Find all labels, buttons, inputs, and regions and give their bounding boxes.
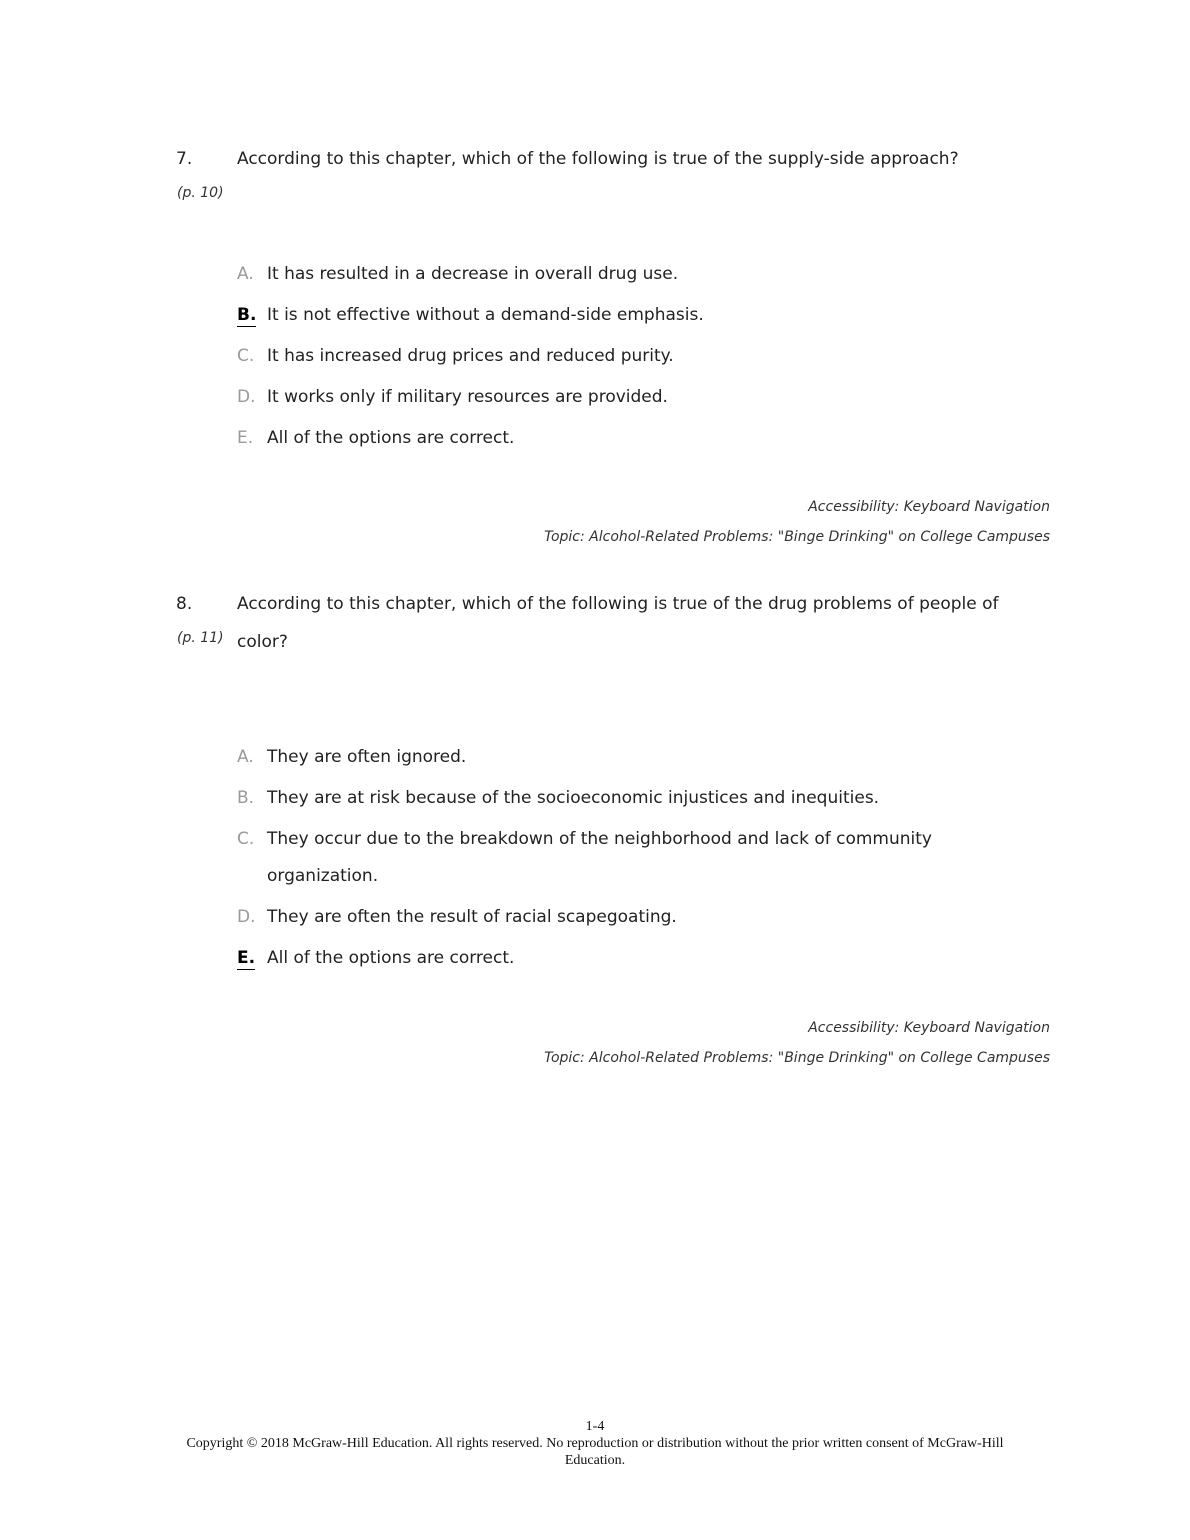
accessibility-note: Accessibility: Keyboard Navigation [808, 499, 1050, 515]
answer-option-correct[interactable] [237, 297, 997, 334]
question-meta [544, 1013, 1050, 1073]
answer-option-correct[interactable] [237, 940, 997, 977]
option-letter: B. [237, 788, 255, 808]
page-number: 1-4 [585, 1419, 605, 1434]
option-letter: C. [237, 346, 255, 366]
option-letter: A. [237, 264, 254, 284]
option-letter-correct: E. [237, 948, 256, 968]
answer-option[interactable] [237, 739, 997, 776]
option-letter-correct: B. [237, 305, 257, 325]
option-letter: C. [237, 829, 255, 849]
question-page-ref: (p. 10) [177, 185, 224, 201]
answer-options [237, 739, 997, 981]
answer-option[interactable] [237, 379, 997, 416]
copyright-notice: Copyright © 2018 McGraw-Hill Education. All rights reserved. No reproduction or distribution without the prior written consent of McGraw-Hill Education. [186, 1436, 1004, 1468]
accessibility-note: Accessibility: Keyboard Navigation [808, 1020, 1050, 1036]
answer-option[interactable] [237, 821, 997, 895]
question-stem: According to this chapter, which of the following is true of the drug problems of people of color? [237, 594, 999, 652]
option-text: It works only if military resources are provided. [267, 387, 668, 407]
answer-options [237, 256, 997, 461]
question-number: 7. [176, 149, 193, 169]
option-letter: A. [237, 747, 254, 767]
option-text: It has resulted in a decrease in overall drug use. [267, 264, 679, 284]
option-text: They are often ignored. [267, 747, 467, 767]
answer-option[interactable] [237, 420, 997, 457]
option-letter: E. [237, 428, 254, 448]
option-text: They are often the result of racial scapegoating. [267, 907, 677, 927]
option-letter: D. [237, 387, 256, 407]
answer-option[interactable] [237, 338, 997, 375]
option-text: All of the options are correct. [267, 948, 515, 968]
option-text: It has increased drug prices and reduced purity. [267, 346, 674, 366]
option-text: They occur due to the breakdown of the neighborhood and lack of community organization. [267, 829, 932, 886]
question-meta [544, 492, 1050, 552]
option-letter: D. [237, 907, 256, 927]
option-text: It is not effective without a demand-side emphasis. [267, 305, 704, 325]
question-stem: According to this chapter, which of the following is true of the supply-side approach? [237, 149, 959, 169]
answer-option[interactable] [237, 780, 997, 817]
answer-option[interactable] [237, 256, 997, 293]
topic-note: Topic: Alcohol-Related Problems: "Binge Drinking" on College Campuses [544, 1050, 1050, 1066]
option-text: All of the options are correct. [267, 428, 515, 448]
question-page-ref: (p. 11) [177, 630, 224, 646]
option-text: They are at risk because of the socioeconomic injustices and inequities. [267, 788, 880, 808]
page-footer [0, 1418, 1190, 1469]
answer-option[interactable] [237, 899, 997, 936]
topic-note: Topic: Alcohol-Related Problems: "Binge Drinking" on College Campuses [544, 529, 1050, 545]
question-number: 8. [176, 594, 193, 614]
